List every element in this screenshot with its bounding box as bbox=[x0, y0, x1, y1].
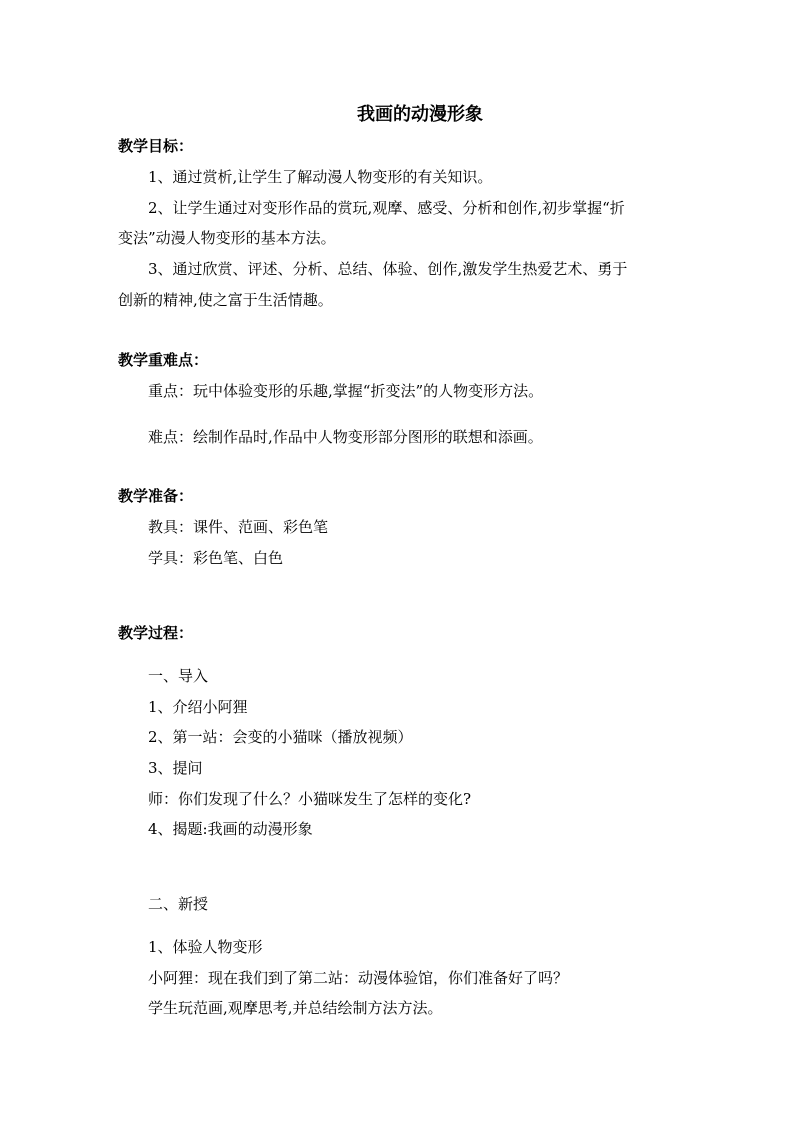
part-1-teacher-line: 师：你们发现了什么？小猫咪发生了怎样的变化? bbox=[148, 790, 472, 808]
page-title: 我画的动漫形象 bbox=[357, 104, 483, 125]
part-2-line-1: 小阿狸：现在我们到了第二站：动漫体验馆，你们准备好了吗？ bbox=[148, 969, 569, 987]
part-2-line-2: 学生玩范画,观摩思考,并总结绘制方法方法。 bbox=[148, 999, 443, 1017]
objectives-heading: 教学目标： bbox=[118, 137, 194, 155]
preparation-heading: 教学准备： bbox=[118, 487, 194, 505]
part-2-title: 二、新授 bbox=[148, 895, 209, 913]
key-point-focus: 重点：玩中体验变形的乐趣,掌握“折变法”的人物变形方法。 bbox=[148, 382, 544, 400]
objective-3-line-2: 创新的精神,使之富于生活情趣。 bbox=[118, 291, 333, 309]
part-1-title: 一、导入 bbox=[148, 667, 209, 685]
objective-2-line-1: 2、让学生通过对变形作品的赏玩,观摩、感受、分析和创作,初步掌握“折 bbox=[148, 199, 625, 217]
part-1-item-1: 1、介绍小阿狸 bbox=[148, 698, 248, 716]
key-points-heading: 教学重难点： bbox=[118, 351, 209, 369]
part-1-item-2: 2、第一站：会变的小猫咪（播放视频） bbox=[148, 728, 413, 746]
objective-2-line-2: 变法”动漫人物变形的基本方法。 bbox=[118, 229, 336, 247]
objective-1: 1、通过赏析,让学生了解动漫人物变形的有关知识。 bbox=[148, 168, 493, 186]
preparation-teacher: 教具：课件、范画、彩色笔 bbox=[148, 518, 329, 536]
process-heading: 教学过程： bbox=[118, 624, 194, 642]
part-1-item-4: 4、揭题:我画的动漫形象 bbox=[148, 820, 313, 838]
part-2-item-1: 1、体验人物变形 bbox=[148, 938, 263, 956]
part-1-item-3: 3、提问 bbox=[148, 759, 203, 777]
objective-3-line-1: 3、通过欣赏、评述、分析、总结、体验、创作,激发学生热爱艺术、勇于 bbox=[148, 260, 628, 278]
key-point-difficulty: 难点：绘制作品时,作品中人物变形部分图形的联想和添画。 bbox=[148, 428, 543, 446]
preparation-student: 学具：彩色笔、白色 bbox=[148, 549, 284, 567]
